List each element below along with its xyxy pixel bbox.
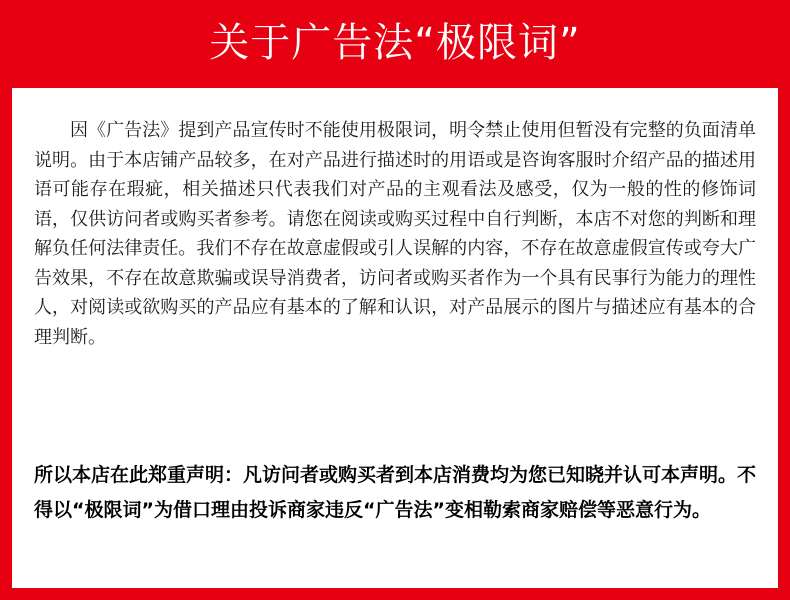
section-divider	[12, 442, 778, 443]
disclaimer-paragraph: 因《广告法》提到产品宣传时不能使用极限词，明令禁止使用但暂没有完整的负面清单说明。由于本店铺产品较多，在对产品进行描述时的用语或是咨询客服时介绍产品的描述用语可能存在瑕疵，相关描述只代表我们对产品的主观看法及感受，仅为一般的性的修饰词语，仅供访问者或购买者参考。请您在阅读或购买过程中自行判断，本店不对您的判断和理解负任何法律责任。我们不存在故意虚假或引人误解的内容，不存在故意虚假宣传或夸大广告效果，不存在故意欺骗或误导消费者，访问者或购买者作为一个具有民事行为能力的理性人，对阅读或欲购买的产品应有基本的了解和认识，对产品展示的图片与描述应有基本的合理判断。	[34, 120, 756, 348]
solemn-statement: 所以本店在此郑重声明：凡访问者或购买者到本店消费均为您已知晓并认可本声明。不得以“极限词”为借口理由投诉商家违反“广告法”变相勒索商家赔偿等恶意行为。	[34, 464, 757, 521]
page-title: 关于广告法“极限词”	[209, 20, 581, 66]
